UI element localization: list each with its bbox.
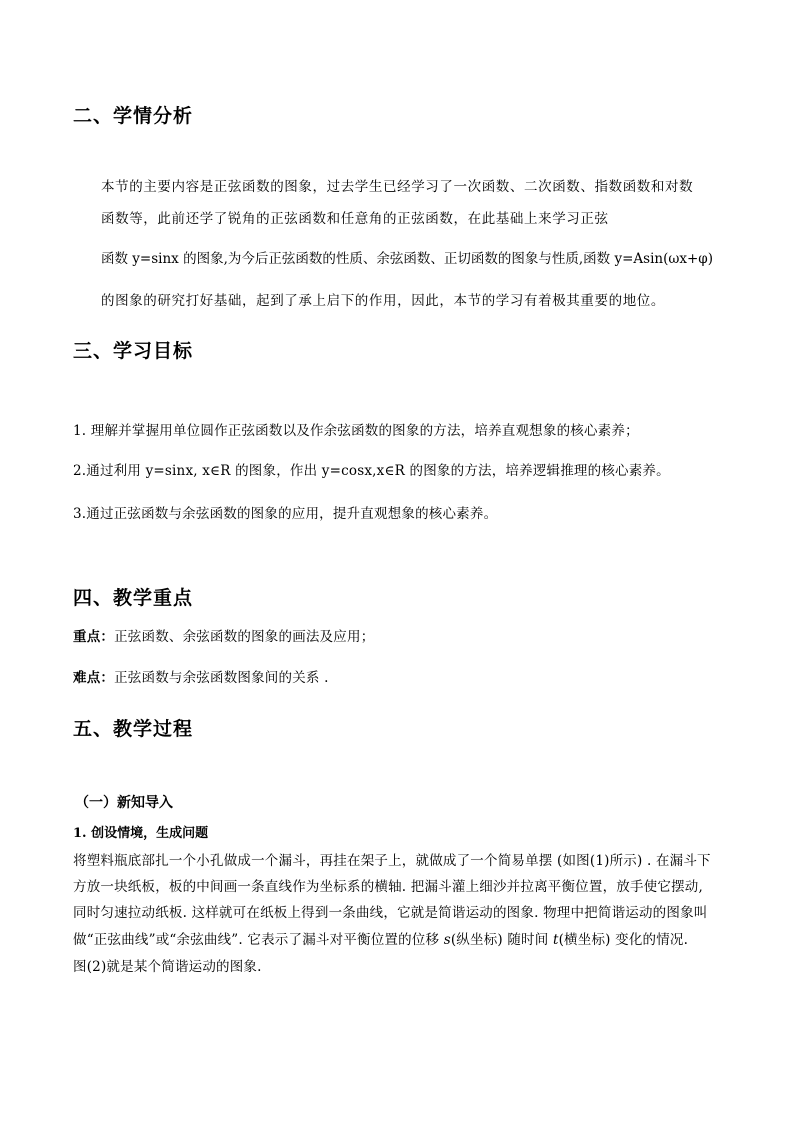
paragraph-line: 函数 y=sinx 的图象,为今后正弦函数的性质、余弦函数、正切函数的图象与性质,函数 y=Asin(ωx+φ) [101,251,713,267]
variable-s: s [443,932,451,948]
key-point-text: 正弦函数、余弦函数的图象的画法及应用； [114,629,375,645]
difficult-point-line [73,666,329,686]
section-heading-key-points: 四、教学重点 [73,587,194,609]
body-line [73,928,688,948]
objective-item: 1. 理解并掌握用单位圆作正弦函数以及作余弦函数的图象的方法，培养直观想象的核心素养； [73,423,639,439]
paragraph-line: 函数等，此前还学了锐角的正弦函数和任意角的正弦函数，在此基础上来学习正弦 [101,211,609,227]
paragraph-line: 的图象的研究打好基础，起到了承上启下的作用，因此，本节的学习有着极其重要的地位。 [101,293,665,309]
section-heading-objectives: 三、学习目标 [73,340,194,362]
sub-heading-introduction: （一）新知导入 [75,795,173,811]
body-text: (纵坐标) 随时间 [450,932,553,948]
key-point-line [73,625,374,645]
body-line: 将塑料瓶底部扎一个小孔做成一个漏斗，再挂在架子上，就做成了一个简易单摆 (如图(1)所示) . 在漏斗下 [73,853,711,869]
body-line: 图(2)就是某个简谐运动的图象. [73,959,262,975]
variable-t: t [552,932,559,948]
body-line: 同时匀速拉动纸板. 这样就可在纸板上得到一条曲线，它就是简谐运动的图象. 物理中把简谐运动的图象叫 [73,905,708,921]
body-text: 做“正弦曲线”或“余弦曲线”. 它表示了漏斗对平衡位置的位移 [73,932,444,948]
body-line: 方放一块纸板，板的中间画一条直线作为坐标系的横轴. 把漏斗灌上细沙并拉离平衡位置，放手使它摆动, [73,879,703,895]
objective-item: 3.通过正弦函数与余弦函数的图象的应用，提升直观想象的核心素养。 [73,506,498,522]
key-point-label: 重点： [73,629,115,645]
item-title: 1. 创设情境，生成问题 [73,826,209,841]
body-text: (横坐标) 变化的情况. [558,932,689,948]
section-heading-analysis: 二、学情分析 [73,105,194,127]
difficult-point-text: 正弦函数与余弦函数图象间的关系 . [114,670,329,686]
difficult-point-label: 难点： [73,670,115,686]
objective-item: 2.通过利用 y=sinx, x∈R 的图象，作出 y=cosx,x∈R 的图象的方法，培养逻辑推理的核心素养。 [73,463,670,479]
paragraph-line: 本节的主要内容是正弦函数的图象，过去学生已经学习了一次函数、二次函数、指数函数和对数 [101,179,694,195]
section-heading-process: 五、教学过程 [73,718,194,740]
